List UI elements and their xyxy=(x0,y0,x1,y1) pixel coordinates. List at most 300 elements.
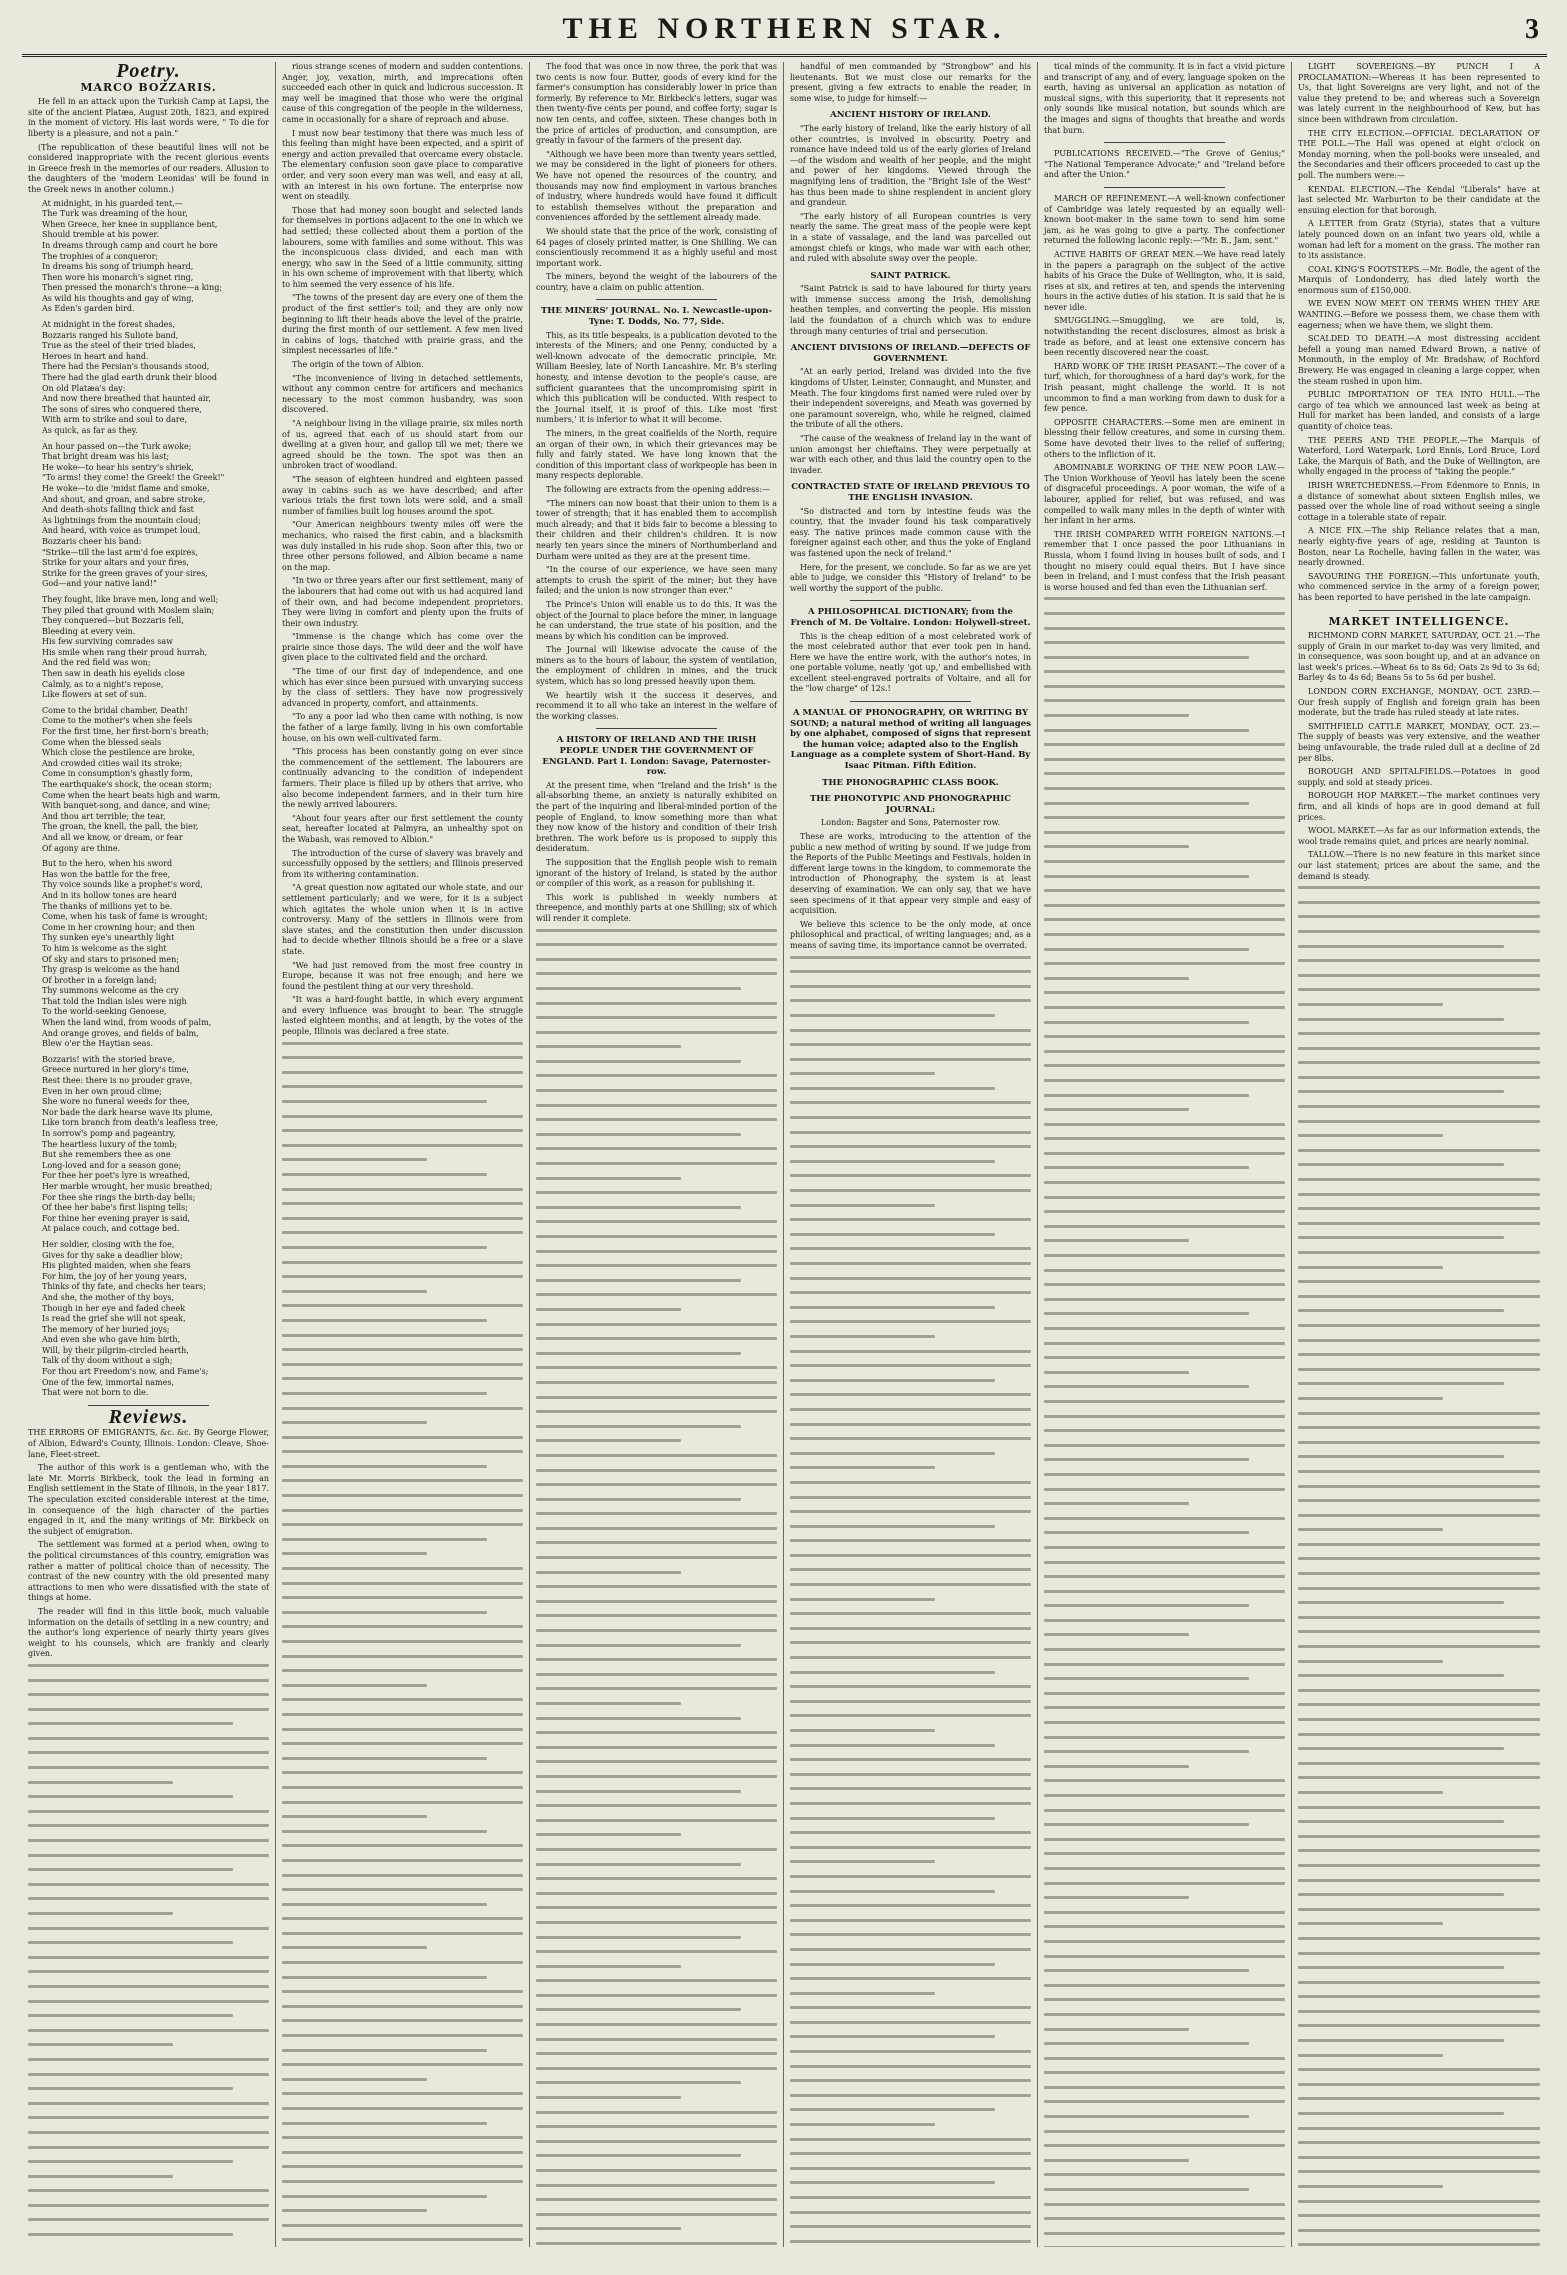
text-line xyxy=(790,1656,1031,1667)
text-line xyxy=(1044,1225,1285,1236)
text-line xyxy=(790,1466,1031,1477)
text-line xyxy=(790,1496,1031,1507)
text-line xyxy=(790,1350,1031,1361)
text-line xyxy=(790,2138,1031,2149)
text-line xyxy=(1044,1079,1285,1090)
page-number: 3 xyxy=(1525,14,1539,45)
text-line xyxy=(282,1290,523,1301)
text-line xyxy=(1298,959,1540,970)
text-line xyxy=(790,1919,1031,1930)
poem-line: Come when the heart beats high and warm, xyxy=(42,790,221,800)
review-paragraph: The reader will find in this little book, much valuable information on the details of settling in a new country; and the author's long experience of nearly thirty years gives weight to his counsels, which are frankly and clearly given. xyxy=(28,1606,269,1659)
text-line xyxy=(1044,1137,1285,1148)
column-3 xyxy=(530,62,784,2247)
text-line xyxy=(282,1319,523,1330)
text-line xyxy=(1044,1867,1285,1878)
text-line xyxy=(536,1556,777,1567)
news-items xyxy=(1298,62,1540,604)
ireland-closing: Here, for the present, we conclude. So far as we are yet able to judge, we consider this "History of Ireland" to be well worthy the support of the public. xyxy=(790,562,1031,593)
text-line xyxy=(1298,974,1540,985)
article-paragraph: "The time of our first day of independence, and one which has ever since been pursued with unvarying success by the class of settlers. They have now progressively advanced in property, comfort, and attainments. xyxy=(282,667,523,708)
text-line xyxy=(790,1773,1031,1784)
text-line xyxy=(1298,1163,1540,1174)
text-line xyxy=(536,1702,777,1713)
text-line xyxy=(790,2181,1031,2192)
text-line xyxy=(1298,1762,1540,1773)
poem-line: Like torn branch from death's leafless tree, xyxy=(42,1118,219,1128)
text-line xyxy=(28,1781,269,1792)
text-line xyxy=(282,1363,523,1374)
poem-line: Come in her crowning hour; and then xyxy=(42,922,195,932)
news-item: THE CITY ELECTION.—OFFICIAL DECLARATION OF THE POLL.—The Hall was opened at eight o'clock on Monday morning, when the poll-books were unsealed, and the Secondaries and their officers proceeded to cast up the poll. The numbers were:— xyxy=(1298,128,1540,180)
text-line xyxy=(536,1629,777,1640)
column-1 xyxy=(22,62,276,2247)
poem-line: The earthquake's shock, the ocean storm; xyxy=(42,780,212,789)
article-paragraph: This work is published in weekly numbers at threepence, and monthly parts at one Shilling; six of which will render it complete. xyxy=(536,892,777,923)
text-line xyxy=(1044,875,1285,886)
text-line xyxy=(790,1320,1031,1331)
divisions-text xyxy=(790,367,1031,476)
text-line xyxy=(1298,930,1540,941)
text-line xyxy=(1044,2071,1285,2082)
poem-line: As wild his thoughts and gay of wing, xyxy=(42,293,194,303)
text-line xyxy=(790,1802,1031,1813)
text-line xyxy=(1044,1940,1285,1951)
poem-line: With arm to strike and soul to dare, xyxy=(42,415,188,425)
text-line xyxy=(1298,1076,1540,1087)
text-line xyxy=(282,1815,523,1826)
article-paragraph: These are works, introducing to the attention of the public a new method of writing by sound. If we judge from the Reports of the Public Meetings and Festivals, holden in different large towns in the kingdom, to commemorate the introduction of Phonography, the system is at least deserving of examination. We can only say, that we have seen specimens of it that appear very simple and easy of acquisition. xyxy=(790,832,1031,916)
text-line xyxy=(790,1831,1031,1842)
text-line xyxy=(1044,2217,1285,2228)
news-item: PUBLIC IMPORTATION OF TEA INTO HULL.—The cargo of tea which we announced last week as being at Hull for market has been landed, and consists of a large quantity of choice teas. xyxy=(1298,390,1540,431)
text-line xyxy=(1044,1794,1285,1805)
text-line xyxy=(1298,1266,1540,1277)
text-line xyxy=(790,1058,1031,1069)
text-line xyxy=(536,1571,777,1582)
market-report: BOROUGH HOP MARKET.—The market continues very firm, and all kinds of hops are in good demand at full prices. xyxy=(1298,791,1540,822)
text-line xyxy=(1298,1251,1540,1262)
article-paragraph: "The season of eighteen hundred and eighteen passed away in cabins such as we have described; and after various trials the first town lots were sold, and a small number of families built log houses around the spot. xyxy=(282,474,523,516)
text-line xyxy=(1298,1485,1540,1496)
text-line xyxy=(790,1131,1031,1142)
text-line xyxy=(1298,1849,1540,1860)
poem-stanza xyxy=(28,706,269,854)
text-line xyxy=(536,1950,777,1961)
text-line xyxy=(536,958,777,969)
market-report: TALLOW.—There is no new feature in this market since our last statement; prices are about the same, and the demand is steady. xyxy=(1298,850,1540,881)
text-line xyxy=(282,2078,523,2089)
text-line xyxy=(1044,1677,1285,1688)
text-line xyxy=(536,1892,777,1903)
text-line xyxy=(282,1640,523,1651)
text-line xyxy=(1298,1455,1540,1466)
text-line xyxy=(1298,1879,1540,1890)
text-line xyxy=(282,1231,523,1242)
text-line xyxy=(1298,1689,1540,1700)
text-line xyxy=(28,2043,269,2054)
text-line xyxy=(282,1976,523,1987)
text-line xyxy=(536,1352,777,1363)
text-line xyxy=(282,1596,523,1607)
text-line xyxy=(536,1877,777,1888)
text-line xyxy=(282,1436,523,1447)
text-line xyxy=(28,1941,269,1952)
text-line xyxy=(790,1408,1031,1419)
news-item: OPPOSITE CHARACTERS.—Some men are eminent in blessing their fellow creatures, and some in cursing them. Some have devoted their lives to the relief of suffering; others to the infliction of it. xyxy=(1044,417,1285,459)
text-line xyxy=(536,1323,777,1334)
text-line xyxy=(1298,2068,1540,2079)
text-line xyxy=(1044,1371,1285,1382)
text-line xyxy=(790,2006,1031,2017)
column-5 xyxy=(1038,62,1292,2247)
text-line xyxy=(790,1904,1031,1915)
text-continuation xyxy=(28,1664,269,2247)
text-line xyxy=(282,1304,523,1315)
poem-line: For thine her evening prayer is said, xyxy=(42,1213,191,1223)
poem-line: For him, the joy of her young years, xyxy=(42,1271,188,1281)
poem-line: At midnight in the forest shades, xyxy=(42,320,176,330)
text-line xyxy=(1044,1356,1285,1367)
text-line xyxy=(790,1933,1031,1944)
text-line xyxy=(790,1598,1031,1609)
text-line xyxy=(282,2195,523,2206)
news-item: SMUGGLING.—Smuggling, we are told, is, notwithstanding the recent disclosures, almost as brisk a trade as before, and at least one extensive concern has been recently discovered near the coast. xyxy=(1044,316,1285,358)
text-line xyxy=(1298,1791,1540,1802)
poem-line: Heroes in heart and hand. xyxy=(42,351,149,361)
text-line xyxy=(1044,2086,1285,2097)
poem-line: The sons of sires who conquered there, xyxy=(42,404,202,414)
poem-line: Of thee her babe's first lisping tells; xyxy=(42,1203,188,1213)
divider xyxy=(596,728,717,729)
text-line xyxy=(28,2014,269,2025)
text-line xyxy=(790,1072,1031,1083)
text-line xyxy=(1298,1616,1540,1627)
reviews-heading: Reviews. xyxy=(108,1405,189,1428)
text-line xyxy=(1044,962,1285,973)
text-line xyxy=(536,1381,777,1392)
text-line xyxy=(790,1393,1031,1404)
poem-line: His smile when rang their proud hurrah, xyxy=(42,647,208,657)
text-line xyxy=(790,1744,1031,1755)
text-line xyxy=(1298,1703,1540,1714)
text-line xyxy=(1298,1149,1540,1160)
text-line xyxy=(790,1262,1031,1273)
text-line xyxy=(1044,889,1285,900)
text-line xyxy=(790,2079,1031,2090)
phonography-subtitle-2: THE PHONOTYPIC AND PHONOGRAPHIC JOURNAL: xyxy=(809,794,1012,815)
text-line xyxy=(790,1116,1031,1127)
text-line xyxy=(282,1158,523,1169)
text-line xyxy=(1298,1222,1540,1233)
text-line xyxy=(536,1483,777,1494)
text-line xyxy=(1044,1531,1285,1542)
text-line xyxy=(790,1233,1031,1244)
text-line xyxy=(1298,1032,1540,1043)
miscellany-items xyxy=(1044,194,1285,527)
text-line xyxy=(536,2008,777,2019)
text-line xyxy=(1044,1721,1285,1732)
saint-patrick-text xyxy=(790,284,1031,337)
text-line xyxy=(1044,2203,1285,2214)
text-line xyxy=(1298,2024,1540,2035)
text-line xyxy=(1298,1660,1540,1671)
poem-line: Even in her own proud clime; xyxy=(42,1086,162,1096)
text-line xyxy=(282,1407,523,1418)
poem-line: The memory of her buried joys; xyxy=(42,1324,170,1334)
news-item: MARCH OF REFINEMENT.—A well-known confectioner of Cambridge was lately requested by an equally well-known boot-maker in the same town to send him some jam, as he was going to give a party. The confectioner returned the following laconic reply:—"Mr. B., Jam, sent." xyxy=(1044,193,1285,246)
text-line xyxy=(282,1801,523,1812)
text-line xyxy=(1044,1283,1285,1294)
poem-line: Strike for your altars and your fires, xyxy=(42,558,189,568)
text-line xyxy=(1044,699,1285,710)
news-item: IRISH WRETCHEDNESS.—From Edenmore to Ennis, in a distance of somewhat about sixteen English miles, we passed over the whole line of road without seeing a single cottage in a tolerable state of repair. xyxy=(1298,480,1540,522)
text-line xyxy=(790,1758,1031,1769)
invasion-text xyxy=(790,507,1031,560)
text-line xyxy=(28,1927,269,1938)
text-line xyxy=(1298,2156,1540,2167)
text-line xyxy=(1298,2127,1540,2138)
poem-line: At midnight, in his guarded tent,— xyxy=(42,198,183,208)
poem-line: An hour passed on—the Turk awoke; xyxy=(42,441,192,451)
poem-line: Though in her eye and faded cheek xyxy=(42,1303,186,1313)
article-paragraph: "Immense is the change which has come over the prairie since those days. The wild deer and the wolf have given place to the cultivated field and the orchard. xyxy=(282,632,523,663)
text-line xyxy=(1298,1339,1540,1350)
poem-line: Thy grasp is welcome as the hand xyxy=(42,965,180,975)
poem-line: That bright dream was his last; xyxy=(42,452,170,462)
news-item: ABOMINABLE WORKING OF THE NEW POOR LAW.—The Union Workhouse of Yeovil has lately been the scene of disgraceful proceedings. A poor woman, the wife of a labourer, applied for relief, but was refused, and was compelled to walk many miles in the depth of winter with her infant in her arms. xyxy=(1044,463,1285,526)
text-line xyxy=(1298,1397,1540,1408)
text-line xyxy=(1298,1090,1540,1101)
poem-line: And crowded cities wail its stroke; xyxy=(42,758,183,768)
text-line xyxy=(1044,1458,1285,1469)
text-continuation xyxy=(282,1042,523,2247)
market-reports xyxy=(1298,631,1540,882)
text-line xyxy=(536,1264,777,1275)
text-line xyxy=(282,1771,523,1782)
text-line xyxy=(536,1410,777,1421)
text-line xyxy=(282,2224,523,2235)
text-line xyxy=(1298,1470,1540,1481)
text-line xyxy=(28,2160,269,2171)
text-line xyxy=(790,1963,1031,1974)
columns xyxy=(22,62,1547,2247)
text-line xyxy=(1044,1444,1285,1455)
poem-verses xyxy=(28,199,269,1399)
market-intelligence-heading: MARKET INTELLIGENCE. xyxy=(1328,614,1510,628)
text-line xyxy=(536,1045,777,1056)
text-line xyxy=(1298,1018,1540,1029)
text-line xyxy=(790,1977,1031,1988)
article-paragraph: "At an early period, Ireland was divided into the five kingdoms of Ulster, Leinster, Connaught, and Munster, and Meath. The four kingdoms first named were ruled over by their independent sovereigns, and Meath was governed by one paramount sovereign, who, while he reigned, claimed the tribute of all the others. xyxy=(790,367,1031,430)
text-line xyxy=(282,1450,523,1461)
review-paragraph: The author of this work is a gentleman who, with the late Mr. Morris Birkbeck, took the lead in forming an English settlement in the State of Illinois, in the year 1817. The speculation excited considerable interest at the time, in consequence of the high character of the parties engaged in it, and the many writings of Mr. Birkbeck on the subject of emigration. xyxy=(28,1463,269,1536)
text-line xyxy=(536,1089,777,1100)
text-line xyxy=(790,2196,1031,2207)
text-line xyxy=(282,1582,523,1593)
text-line xyxy=(1298,901,1540,912)
text-line xyxy=(790,1641,1031,1652)
market-report: SMITHFIELD CATTLE MARKET, MONDAY, OCT. 23.—The supply of beasts was very extensive, and the weather being unfavourable, the trade ruled dull at a decline of 2d per 8lbs. xyxy=(1298,721,1540,763)
news-item: THE PEERS AND THE PEOPLE.—The Marquis of Waterford, Lord Waterpark, Lord Ennis, Lord Bruce, Lord Lake, the Marquis of Bath, and the Duke of Wellington, are wholly engaged in the process of "taking the people." xyxy=(1298,435,1540,477)
text-line xyxy=(790,2094,1031,2105)
text-line xyxy=(1044,1239,1285,1250)
review-body xyxy=(28,1463,269,1660)
poem-line: And heard, with voice as trumpet loud, xyxy=(42,526,201,536)
text-line xyxy=(790,1685,1031,1696)
poem-line: Rest thee: there is no prouder grave, xyxy=(42,1076,193,1086)
text-line xyxy=(536,1162,777,1173)
text-line xyxy=(1298,2170,1540,2181)
text-line xyxy=(536,1848,777,1859)
poem-line: He woke—to hear his sentry's shriek, xyxy=(42,462,194,472)
text-line xyxy=(536,1337,777,1348)
text-line xyxy=(1044,1327,1285,1338)
text-line xyxy=(1044,1269,1285,1280)
divisions-heading: ANCIENT DIVISIONS OF IRELAND.—DEFECTS OF GOVERNMENT. xyxy=(790,343,1031,364)
text-line xyxy=(790,1787,1031,1798)
text-line xyxy=(1298,1061,1540,1072)
text-line xyxy=(28,2189,269,2200)
column-6 xyxy=(1292,62,1546,2247)
poem-line: Thy summons welcome as the cry xyxy=(42,986,179,996)
article-paragraph: We heartily wish it the success it deserves, and recommend it to all who take an interest in the welfare of the working classes. xyxy=(536,690,777,721)
text-line xyxy=(536,1016,777,1027)
text-line xyxy=(790,956,1031,967)
poem-line: They fought, like brave men, long and well; xyxy=(42,594,219,604)
text-line xyxy=(790,2035,1031,2046)
text-line xyxy=(28,1854,269,1865)
text-line xyxy=(282,2151,523,2162)
text-line xyxy=(282,1684,523,1695)
publications-received: PUBLICATIONS RECEIVED.—"The Grove of Genius;" "The National Temperance Advocate;" and "Ireland before and after the Union." xyxy=(1044,149,1285,180)
article-paragraph: The supposition that the English people wish to remain ignorant of the history of Ireland, is stated by the author or compiler of this work, as a reason for publishing it. xyxy=(536,857,777,889)
text-line xyxy=(1298,1368,1540,1379)
text-line xyxy=(536,1994,777,2005)
text-line xyxy=(536,929,777,940)
text-line xyxy=(790,2225,1031,2236)
text-line xyxy=(1044,948,1285,959)
poem-line: And even she who gave him birth, xyxy=(42,1335,181,1345)
text-line xyxy=(536,2140,777,2151)
text-line xyxy=(1298,1426,1540,1437)
text-line xyxy=(1298,1718,1540,1729)
text-line xyxy=(282,1552,523,1563)
text-line xyxy=(536,1819,777,1830)
poem-line: And she, the mother of thy boys, xyxy=(42,1292,175,1302)
poem-line: Will, by their pilgrim-circled hearth, xyxy=(42,1345,189,1355)
text-line xyxy=(1298,1193,1540,1204)
text-line xyxy=(536,1731,777,1742)
text-line xyxy=(790,1189,1031,1200)
text-line xyxy=(1298,1105,1540,1116)
text-line xyxy=(282,1946,523,1957)
text-line xyxy=(1044,1765,1285,1776)
text-line xyxy=(1044,1590,1285,1601)
text-line xyxy=(790,1817,1031,1828)
text-line xyxy=(536,1775,777,1786)
divider xyxy=(850,600,971,601)
text-line xyxy=(282,2238,523,2247)
column-2 xyxy=(276,62,530,2247)
text-line xyxy=(282,2049,523,2060)
poem-epigraph: He fell in an attack upon the Turkish Camp at Lapsi, the site of the ancient Platæa, August 20th, 1823, and expired in the moment of victory. His last words were, " To die for liberty is a pleasure, and not a pain." xyxy=(28,97,269,138)
text-line xyxy=(1044,2042,1285,2053)
text-line xyxy=(1044,1779,1285,1790)
divider xyxy=(596,299,717,300)
poem-line: When Greece, her knee in suppliance bent, xyxy=(42,219,218,229)
text-line xyxy=(1044,802,1285,813)
text-line xyxy=(790,1379,1031,1390)
news-item: HARD WORK OF THE IRISH PEASANT.—The cover of a turf, which, for thoroughness of a hard day's work, for the Irish peasant, might challenge the world. It is not uncommon to find a man working from dawn to dusk for a few pence. xyxy=(1044,361,1285,414)
text-line xyxy=(282,1611,523,1622)
review-paragraph: The settlement was formed at a period when, owing to the political circumstances of this country, emigration was rather a matter of political choice than of necessity. The contrast of the new country with the old presented many attractions to men who were dissatisfied with the state of things at home. xyxy=(28,1540,269,1603)
text-line xyxy=(790,1306,1031,1317)
newspaper-page xyxy=(22,10,1547,2255)
poem-line: Come in consumption's ghastly form, xyxy=(42,769,193,779)
text-line xyxy=(28,1956,269,1967)
text-line xyxy=(790,1627,1031,1638)
article-paragraph: rious strange scenes of modern and sudden contentions. Anger, joy, vexation, mirth, and imprecations often succeeded each other in quick and ludicrous succession. It may well be imagined that those who were the original cause of this congregation of the people in the wilderness, came in occasionally for a share of reproach and abuse. xyxy=(282,62,523,124)
poem-line: Talk of thy doom without a sigh; xyxy=(42,1356,173,1366)
article-paragraph: "Although we have been more than twenty years settled, we may be considered in the light of pioneers for others. We have not opened the resources of the country, and thousands may now find employment in various branches of industry, where hundreds would have found it difficult to establish themselves without the preparation and conveniences afforded by the settlement already made. xyxy=(536,149,777,223)
text-line xyxy=(536,1658,777,1669)
text-line xyxy=(536,2081,777,2092)
text-line xyxy=(790,1014,1031,1025)
text-line xyxy=(282,1698,523,1709)
poem-line: One of the few, immortal names, xyxy=(42,1377,174,1387)
text-line xyxy=(1298,945,1540,956)
text-line xyxy=(282,1509,523,1520)
text-line xyxy=(536,1293,777,1304)
text-line xyxy=(1298,1207,1540,1218)
text-line xyxy=(790,1554,1031,1565)
text-line xyxy=(536,1454,777,1465)
poem-line: "To arms! they come! the Greek! the Greek!" xyxy=(42,473,225,483)
poetry-heading: Poetry. xyxy=(116,62,181,82)
text-line xyxy=(1298,1952,1540,1963)
text-line xyxy=(1044,1181,1285,1192)
text-line xyxy=(1044,1210,1285,1221)
poem-line: But to the hero, when his sword xyxy=(42,859,173,869)
poem-line: Then wore his monarch's signet ring, xyxy=(42,272,194,282)
text-line xyxy=(1298,1295,1540,1306)
poem-stanza xyxy=(28,1055,269,1235)
text-line xyxy=(1044,2232,1285,2243)
poem-line: Of agony are thine. xyxy=(42,843,121,853)
text-line xyxy=(1044,1400,1285,1411)
text-line xyxy=(28,1737,269,1748)
text-line xyxy=(1298,2200,1540,2211)
article-paragraph: The origin of the town of Albion. xyxy=(292,360,424,370)
text-line xyxy=(282,1275,523,1286)
ireland-review-continued xyxy=(790,62,1031,104)
poem-line: That told the Indian isles were nigh xyxy=(42,996,187,1006)
poem-line: His plighted maiden, when she fears xyxy=(42,1261,191,1271)
article-paragraph: Those that had money soon bought and selected lands for themselves in portions adjacent to the one in which we had settled; these collected about them a portion of the labourers, some with families and some without. This was the inconspicuous class divided, and each man with energy, who saw in the Seed of a little community, sitting in his own scheme of improvement with that liberty, which to him seemed the very essence of his life. xyxy=(282,205,523,289)
text-line xyxy=(1044,1385,1285,1396)
text-line xyxy=(28,2204,269,2215)
text-line xyxy=(1044,2115,1285,2126)
text-line xyxy=(28,2000,269,2011)
text-line xyxy=(536,1936,777,1947)
poem-line: Gives for thy sake a deadlier blow; xyxy=(42,1250,183,1260)
text-line xyxy=(536,1031,777,1042)
dictionary-title: A PHILOSOPHICAL DICTIONARY; from the French of M. De Voltaire. London: Holywell-street. xyxy=(790,607,1031,628)
poem-line: He woke—to die 'midst flame and smoke, xyxy=(42,483,210,493)
article-paragraph: "The early history of all European countries is very nearly the same. The great mass of the people were kept in a state of vassalage, and the land was parcelled out amongst chiefs or kings, who made war with each other, and ruled with absolute sway over the people. xyxy=(790,211,1031,264)
text-line xyxy=(1044,1619,1285,1630)
